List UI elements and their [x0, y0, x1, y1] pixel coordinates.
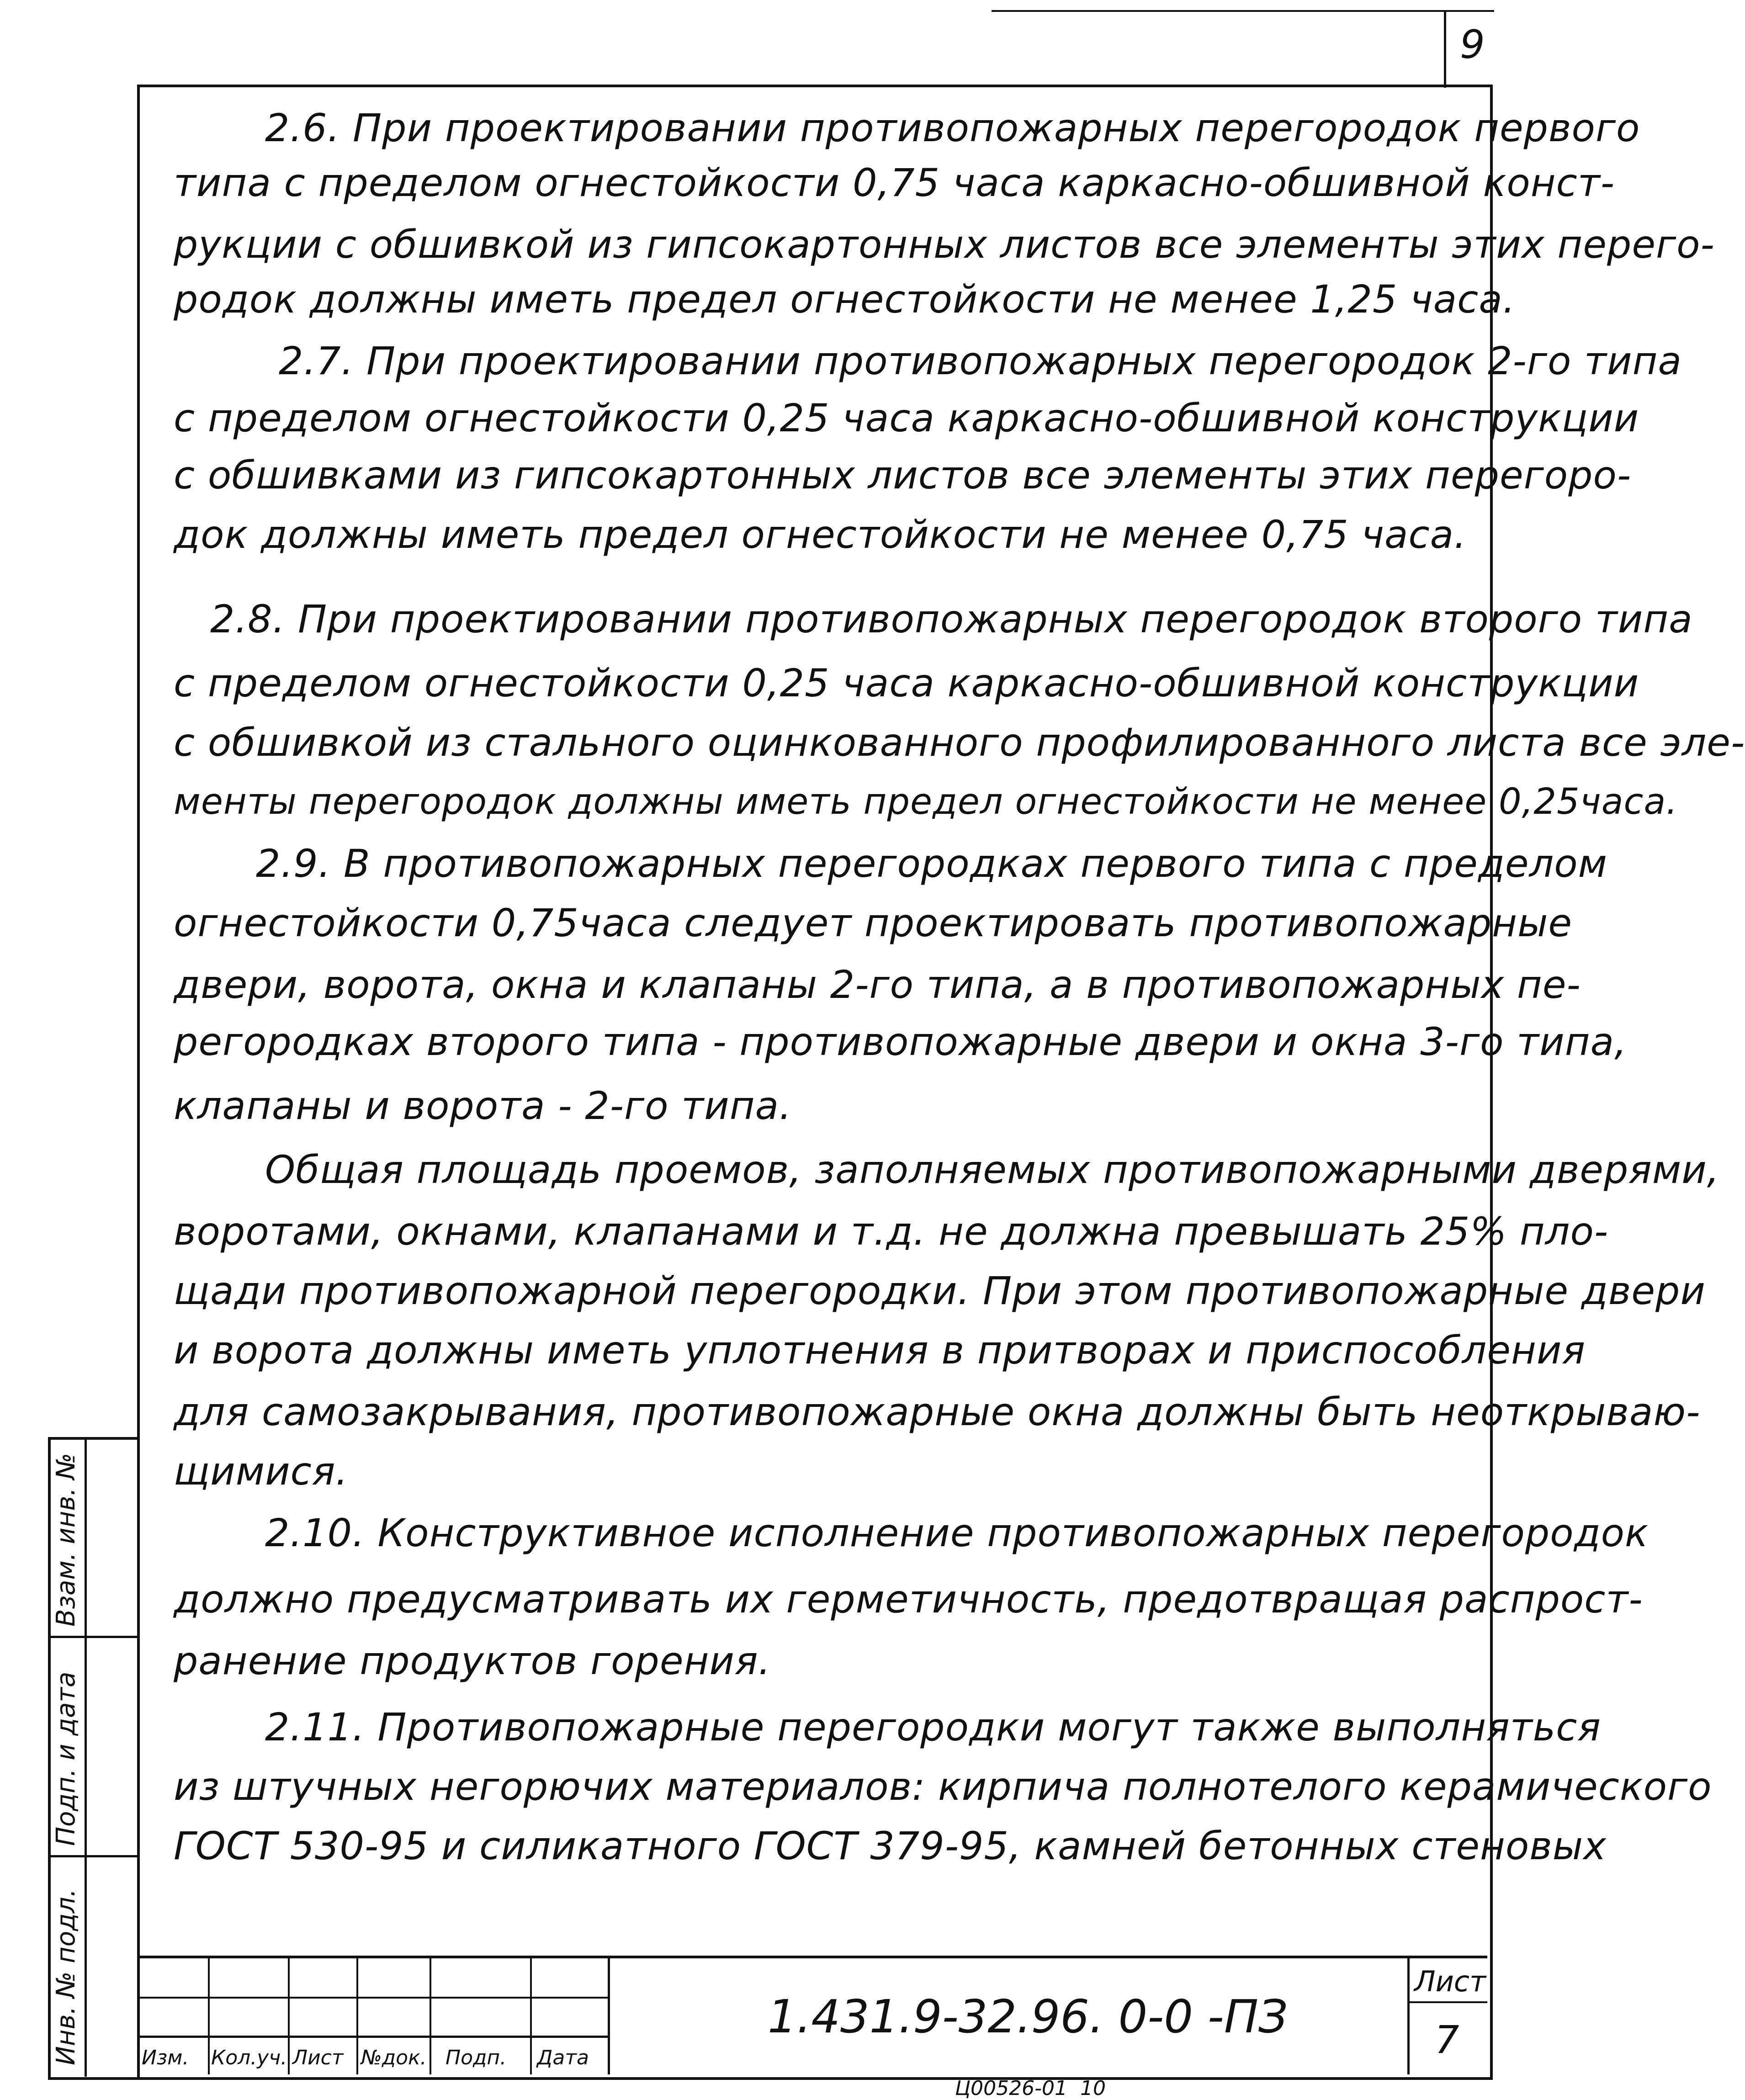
- text-line: и ворота должны иметь уплотнения в притворах и приспособления: [174, 1328, 1586, 1373]
- text-line: рукции с обшивкой из гипсокартонных листов все элементы этих перего-: [174, 222, 1715, 267]
- footer-code: Ц00526-01 10: [955, 2077, 1106, 2100]
- text-line: ранение продуктов горения.: [174, 1639, 771, 1683]
- title-block-col: [288, 1956, 290, 2074]
- text-line: для самозакрывания, противопожарные окна должны быть неоткрываю-: [174, 1389, 1701, 1434]
- side-label-sign-date: Подп. и дата: [51, 1671, 81, 1846]
- text-line: менты перегородок должны иметь предел огнестойкости не менее 0,25часа.: [174, 781, 1678, 822]
- text-line: регородках второго типа - противопожарные двери и окна 3-го типа,: [174, 1019, 1627, 1064]
- text-line: 2.11. Противопожарные перегородки могут также выполняться: [265, 1705, 1601, 1750]
- page-number: 9: [1460, 22, 1485, 68]
- text-line: док должны иметь предел огнестойкости не менее 0,75 часа.: [174, 512, 1467, 557]
- title-block-col: [208, 1956, 210, 2074]
- text-line: родок должны иметь предел огнестойкости не менее 1,25 часа.: [174, 277, 1516, 322]
- column-izm: Изм.: [142, 2046, 189, 2069]
- side-label-replace-inv: Взам. инв. №: [51, 1453, 81, 1627]
- document-code: 1.431.9-32.96. 0-0 -ПЗ: [768, 1990, 1288, 2043]
- title-block-col: [530, 1956, 532, 2074]
- text-line: 2.10. Конструктивное исполнение противопожарных перегородок: [265, 1511, 1649, 1555]
- text-line: Общая площадь проемов, заполняемых противопожарными дверями,: [265, 1147, 1720, 1192]
- text-line: 2.7. При проектировании противопожарных перегородок 2-го типа: [279, 339, 1682, 383]
- sheet-label: Лист: [1414, 1965, 1486, 1998]
- side-stamp-sep-1: [48, 1636, 137, 1638]
- title-block-col: [608, 1956, 610, 2074]
- text-line: 2.6. При проектировании противопожарных перегородок первого: [265, 106, 1640, 150]
- text-line: с обшивками из гипсокартонных листов все элементы этих перегоро-: [174, 453, 1632, 498]
- text-line: огнестойкости 0,75часа следует проектировать противопожарные: [174, 901, 1573, 945]
- text-line: с пределом огнестойкости 0,25 часа каркасно-обшивной конструкции: [174, 396, 1639, 440]
- column-podp: Подп.: [446, 2046, 507, 2069]
- text-line: из штучных негорючих материалов: кирпича полнотелого керамического: [174, 1764, 1712, 1809]
- text-line: клапаны и ворота - 2-го типа.: [174, 1083, 792, 1128]
- page-number-box-line: [1444, 10, 1446, 88]
- side-label-inv: Инв. № подл.: [51, 1888, 81, 2065]
- text-line: щади противопожарной перегородки. При этом противопожарные двери: [174, 1268, 1706, 1313]
- text-line: 2.8. При проектировании противопожарных перегородок второго типа: [210, 597, 1693, 642]
- sheet-box-sep: [1407, 2001, 1487, 2003]
- side-stamp-sep-2: [48, 1855, 137, 1857]
- column-list: Лист: [292, 2046, 344, 2069]
- text-line: с пределом огнестойкости 0,25 часа каркасно-обшивной конструкции: [174, 661, 1639, 705]
- title-block-col: [356, 1956, 358, 2074]
- text-line: воротами, окнами, клапанами и т.д. не должна превышать 25% пло-: [174, 1209, 1609, 1254]
- column-ndok: №док.: [361, 2046, 427, 2069]
- text-line: с обшивкой из стального оцинкованного профилированного листа все эле-: [174, 720, 1745, 765]
- title-block-top: [137, 1956, 1487, 1958]
- text-line: должно предусматривать их герметичность, предотвращая распрост-: [174, 1577, 1643, 1622]
- sheet-number: 7: [1435, 2017, 1459, 2062]
- title-block-col: [1407, 1956, 1410, 2074]
- side-stamp-divider: [85, 1437, 87, 2077]
- text-line: 2.9. В противопожарных перегородках первого типа с пределом: [256, 841, 1608, 886]
- text-line: щимися.: [174, 1449, 349, 1494]
- title-block-col: [430, 1956, 431, 2074]
- column-kol-uch: Кол.уч.: [211, 2046, 287, 2069]
- text-line: двери, ворота, окна и клапаны 2-го типа, а в противопожарных пе-: [174, 962, 1581, 1007]
- top-rule: [992, 10, 1494, 12]
- text-line: ГОСТ 530-95 и силикатного ГОСТ 379-95, камней бетонных стеновых: [174, 1824, 1607, 1868]
- text-line: типа с пределом огнестойкости 0,75 часа каркасно-обшивной конст-: [174, 160, 1615, 205]
- column-data: Дата: [537, 2046, 589, 2069]
